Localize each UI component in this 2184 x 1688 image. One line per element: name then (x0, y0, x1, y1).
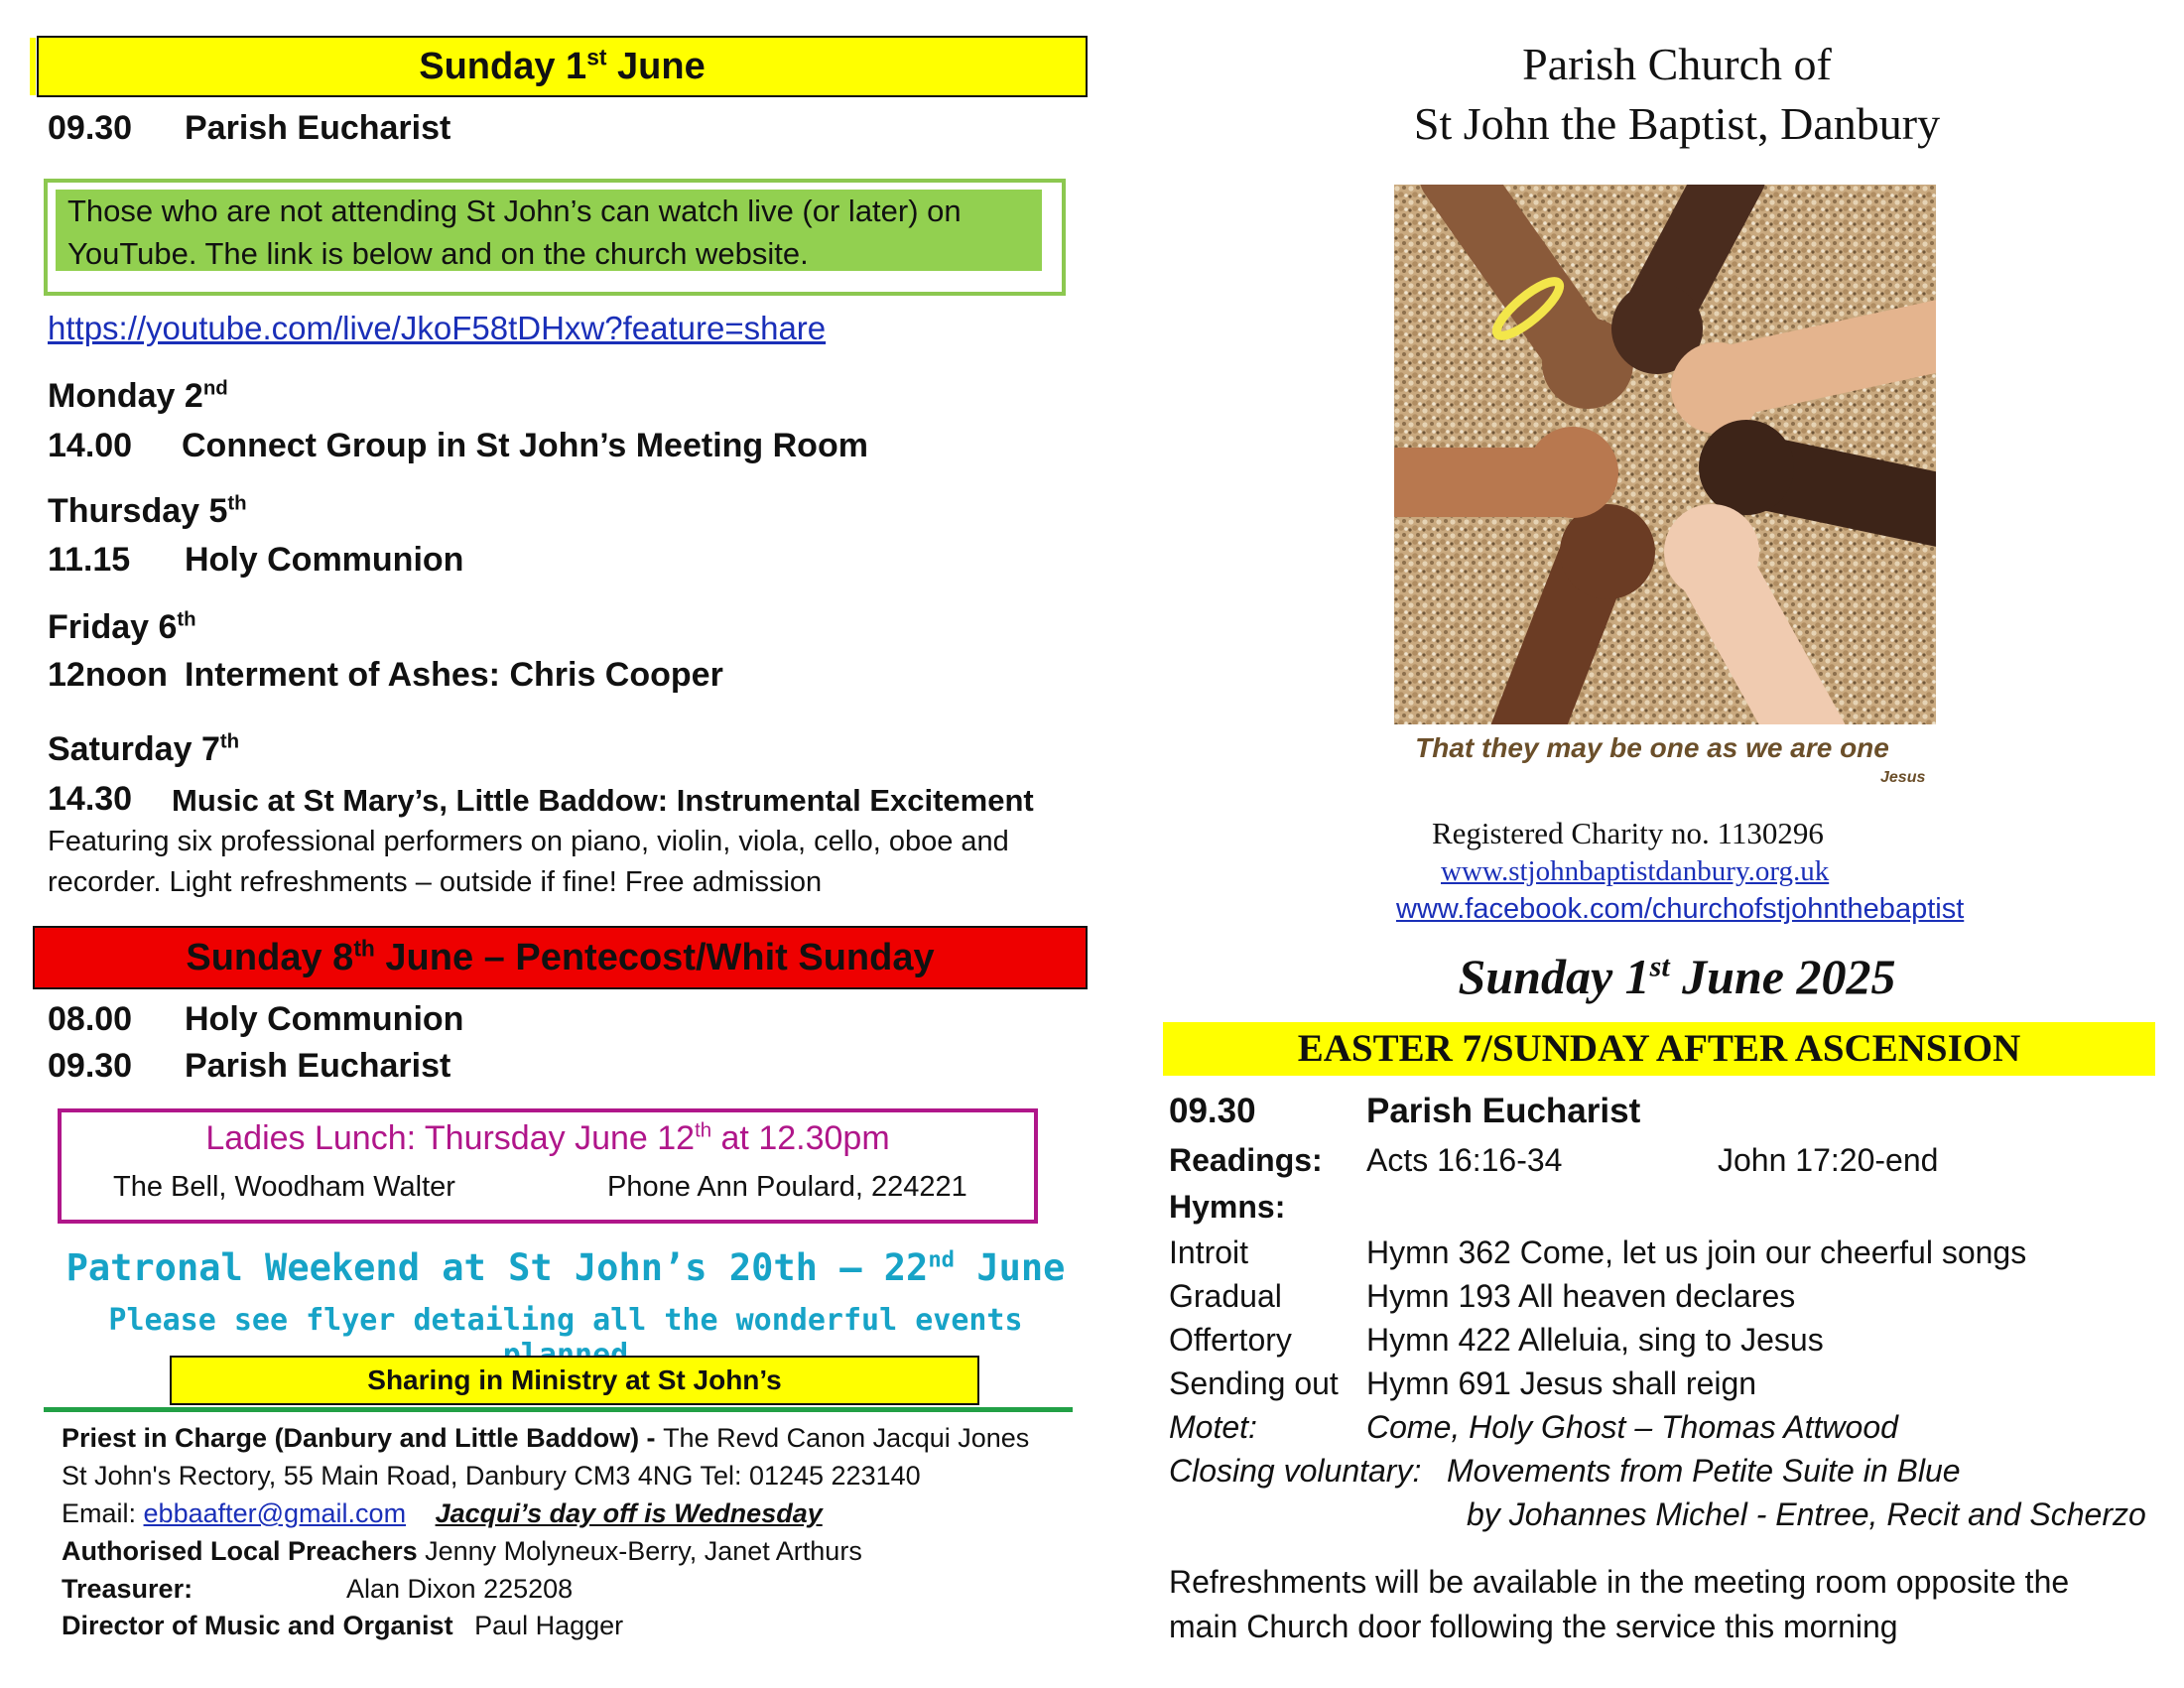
voluntary-line-1: Movements from Petite Suite in Blue (1447, 1453, 1961, 1489)
facebook-link[interactable]: www.facebook.com/churchofstjohnthebaptist (1396, 893, 1965, 925)
hymns-label: Hymns: (1169, 1189, 1286, 1225)
hymn-label-offertory: Offertory (1169, 1322, 1292, 1358)
patronal-weekend-title: Patronal Weekend at St John’s 20th – 22nd June (65, 1246, 1066, 1289)
easter-7-banner: EASTER 7/SUNDAY AFTER ASCENSION (1163, 1022, 2155, 1076)
voluntary-line-2: by Johannes Michel - Entree, Recit and Scherzo (1467, 1496, 2146, 1532)
youtube-note: Those who are not attending St John’s can watch live (or later) on YouTube. The link is below and on the church website. (56, 190, 1042, 271)
local-preachers: Authorised Local Preachers Jenny Molyneux-Berry, Janet Arthurs (62, 1536, 862, 1566)
reading-1: Acts 16:16-34 (1366, 1142, 1563, 1178)
hymn-gradual: Hymn 193 All heaven declares (1366, 1278, 1796, 1314)
divider (44, 1407, 1073, 1412)
motet: Come, Holy Ghost – Thomas Attwood (1366, 1409, 1898, 1445)
director-of-music: Director of Music and Organist Paul Hagger (62, 1611, 624, 1640)
service-date: Sunday 1st June 2025 (1458, 949, 1896, 1004)
ladies-lunch-phone: Phone Ann Poulard, 224221 (607, 1171, 967, 1203)
ladies-lunch-venue: The Bell, Woodham Walter (113, 1171, 455, 1203)
photo-caption-attribution: Jesus (1880, 769, 1926, 786)
sunday-8-banner: Sunday 8th June – Pentecost/Whit Sunday (33, 926, 1088, 989)
saturday-description: Featuring six professional performers on piano, violin, viola, cello, oboe and recorder. Light refreshments – outside if fine! Free admission (48, 826, 1009, 898)
friday-heading: Friday 6th (48, 608, 196, 646)
thursday-heading: Thursday 5th (48, 492, 247, 530)
treasurer: Treasurer: Alan Dixon 225208 (62, 1574, 574, 1604)
sunday-1-banner: Sunday 1st June (37, 36, 1088, 97)
hymn-offertory: Hymn 422 Alleluia, sing to Jesus (1366, 1322, 1824, 1358)
church-title-line-1: Parish Church of (1522, 39, 1832, 89)
youtube-link[interactable]: https://youtube.com/live/JkoF58tDHxw?feature=share (48, 310, 827, 346)
readings-label: Readings: (1169, 1142, 1323, 1178)
hymn-label-sending-out: Sending out (1169, 1365, 1339, 1401)
patronal-weekend-subtitle: Please see flyer detailing all the wonderful events (108, 1303, 1023, 1338)
priest-in-charge: Priest in Charge (Danbury and Little Baddow) - The Revd Canon Jacqui Jones (62, 1423, 1030, 1453)
photo-caption: That they may be one as we are one (1415, 732, 1889, 763)
banner-accent (30, 38, 36, 95)
hymn-label-gradual: Gradual (1169, 1278, 1282, 1314)
saturday-heading: Saturday 7th (48, 730, 240, 768)
church-title-line-2: St John the Baptist, Danbury (1413, 98, 1941, 149)
motet-label: Motet: (1169, 1409, 1257, 1445)
refreshments-note: Refreshments will be available in the meeting room opposite the main Church door following the service this morning (1169, 1564, 2070, 1644)
reading-2: John 17:20-end (1718, 1142, 1939, 1178)
ladies-lunch-title: Ladies Lunch: Thursday June 12th at 12.30pm (205, 1119, 890, 1157)
website-link[interactable]: www.stjohnbaptistdanbury.org.uk (1441, 855, 1830, 887)
email-link[interactable]: ebbaafter@gmail.com (143, 1498, 407, 1528)
hands-circle-photo (1394, 185, 1936, 724)
monday-heading: Monday 2nd (48, 377, 228, 415)
email-line: Email: ebbaafter@gmail.com Jacqui’s day off is Wednesday (62, 1498, 823, 1528)
day-off-note: Jacqui’s day off is Wednesday (435, 1498, 823, 1528)
charity-number: Registered Charity no. 1130296 (1432, 816, 1824, 850)
service-name: Parish Eucharist (1366, 1092, 1641, 1130)
hymn-sending-out: Hymn 691 Jesus shall reign (1366, 1365, 1757, 1401)
sharing-ministry-banner: Sharing in Ministry at St John’s (170, 1356, 979, 1405)
hymn-label-introit: Introit (1169, 1234, 1249, 1270)
rectory-address: St John's Rectory, 55 Main Road, Danbury CM3 4NG Tel: 01245 223140 (62, 1461, 921, 1491)
service-time: 09.30 (1169, 1092, 1256, 1130)
voluntary-label: Closing voluntary: (1169, 1453, 1422, 1489)
hymn-introit: Hymn 362 Come, let us join our cheerful songs (1366, 1234, 2027, 1270)
